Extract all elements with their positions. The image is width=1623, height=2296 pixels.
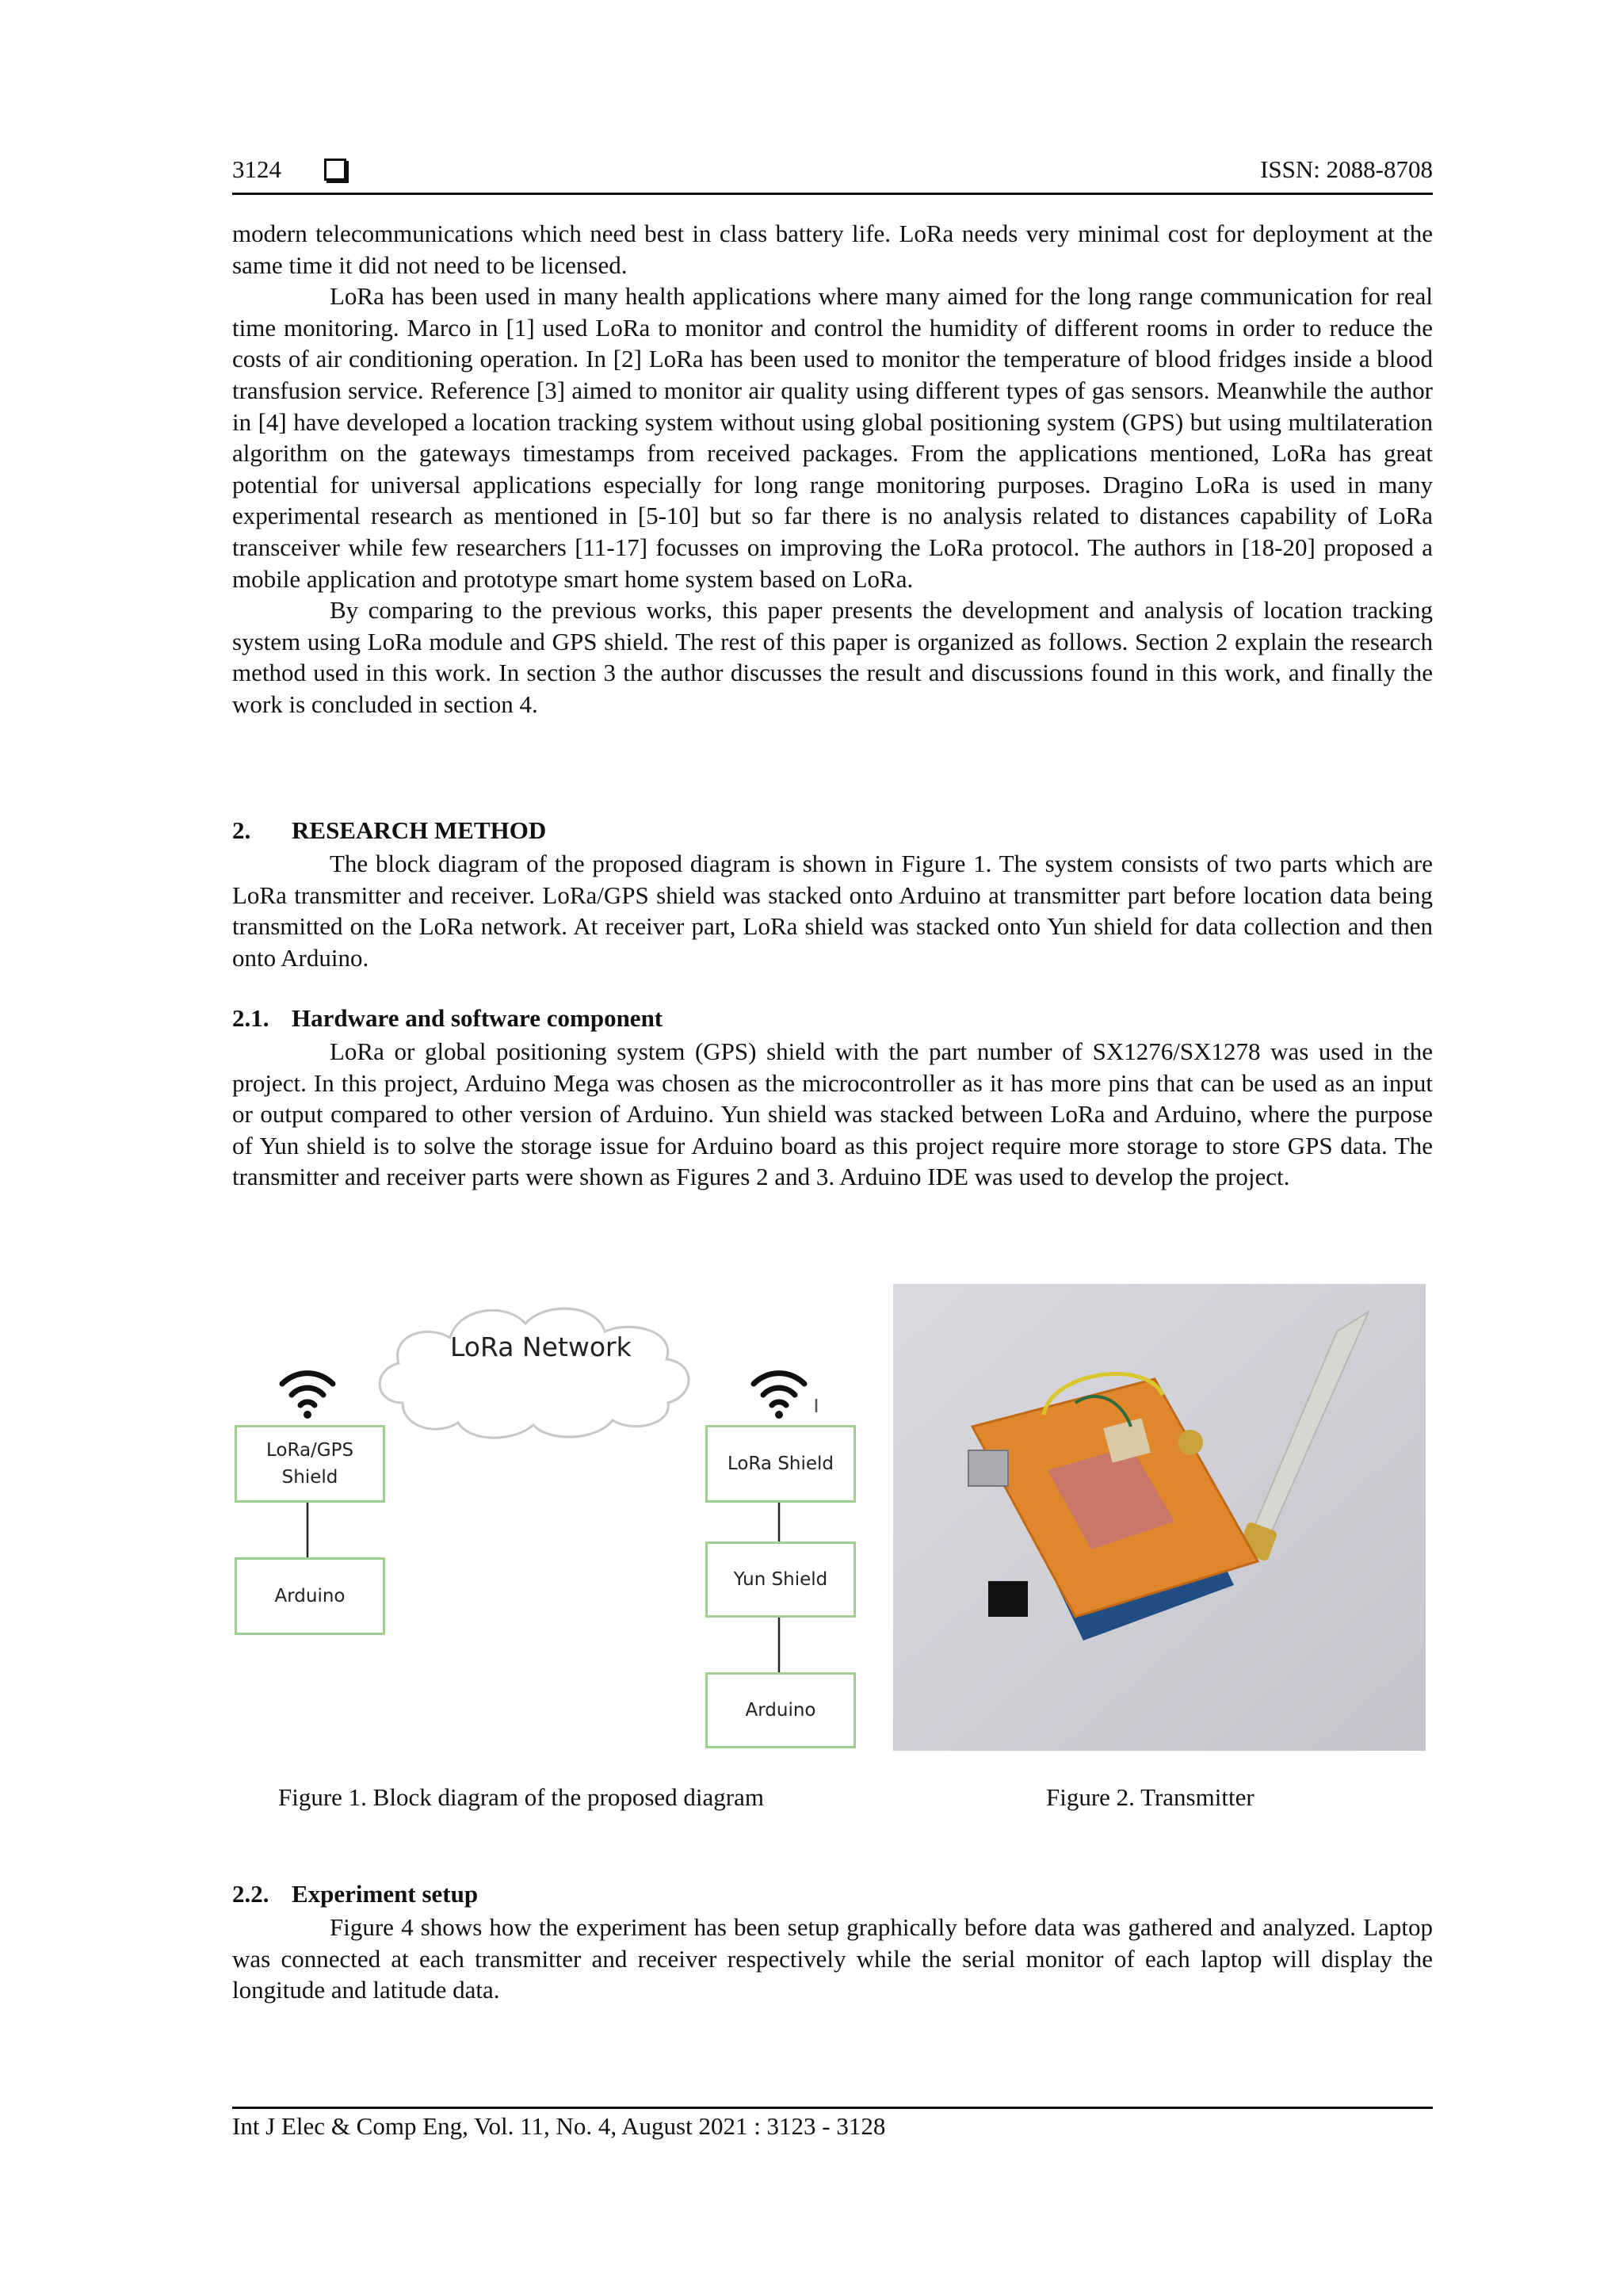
box-label: Arduino <box>745 1700 816 1721</box>
tx-lora-gps-shield-box <box>235 1425 385 1503</box>
footer-rule <box>232 2107 1433 2109</box>
transmitter-illustration <box>893 1284 1426 1751</box>
paragraph: modern telecommunications which need best in class battery life. LoRa needs very minimal cost for deployment at the same time it did not need to be licensed. <box>232 220 1433 279</box>
tx-arduino-box <box>235 1557 385 1635</box>
box-label: Arduino <box>274 1586 346 1606</box>
section-2-1-heading <box>232 1004 663 1033</box>
paragraph: By comparing to the previous works, this paper presents the development and analysis of location tracking system using LoRa module and GPS shield. The rest of this paper is organized as follows. Section 2 explain the research method used in this work. In section 3 the author discusses the result and discussions found in this work, and finally the work is concluded in section 4. <box>232 596 1433 718</box>
section-number: 2.1. <box>232 1004 269 1032</box>
issn: ISSN: 2088-8708 <box>1260 155 1433 183</box>
section-title: Hardware and software component <box>292 1004 663 1032</box>
section-2-heading <box>232 816 546 845</box>
page-number: 3124 <box>232 155 281 183</box>
section-2-text <box>232 848 1433 973</box>
paragraph: LoRa has been used in many health applications where many aimed for the long range communication for real time monitoring. Marco in [1] used LoRa to monitor and control the humidity of different rooms in order to reduce the costs of air conditioning operation. In [2] LoRa has been used to monitor the temperature of blood fridges inside a blood transfusion service. Reference [3] aimed to monitor air quality using different types of gas sensors. Meanwhile the author in [4] have developed a location tracking system without using global positioning system (GPS) but using multilateration algorithm on the gateways timestamps from received packages. From the applications mentioned, LoRa has great potential for universal applications especially for long range monitoring purposes. Dragino LoRa is used in many experimental research as mentioned in [5-10] but so far there is no analysis related to distances capability of LoRa transceiver while few researchers [11-17] focusses on improving the LoRa protocol. The authors in [18-20] proposed a mobile application and prototype smart home system based on LoRa. <box>232 282 1433 593</box>
paragraph: LoRa or global positioning system (GPS) shield with the part number of SX1276/SX1278 was used in the project. In this project, Arduino Mega was chosen as the microcontroller as it has more pins that can be used as an input or output compared to other version of Arduino. Yun shield was stacked between LoRa and Arduino, where the purpose of Yun shield is to solve the storage issue for Arduino board as this project require more storage to store GPS data. The transmitter and receiver parts were shown as Figures 2 and 3. Arduino IDE was used to develop the project. <box>232 1037 1433 1191</box>
rx-arduino-box <box>705 1672 856 1748</box>
box-label: LoRa Shield <box>727 1454 834 1474</box>
page-header <box>232 155 1433 187</box>
section-title: RESEARCH METHOD <box>292 816 547 844</box>
rx-lora-shield-box <box>705 1425 856 1503</box>
box-label: Yun Shield <box>733 1569 828 1590</box>
transmitter-photo <box>893 1284 1426 1751</box>
cloud-label: LoRa Network <box>450 1331 632 1362</box>
box-label: LoRa/GPS Shield <box>266 1440 354 1488</box>
section-2-1-text <box>232 1036 1433 1193</box>
footer-citation: Int J Elec & Comp Eng, Vol. 11, No. 4, August 2021 : 3123 - 3128 <box>232 2112 886 2140</box>
section-2-2-heading <box>232 1880 478 1908</box>
checkbox-square-icon <box>324 159 346 181</box>
section-2-2-text <box>232 1912 1433 2006</box>
paragraph: The block diagram of the proposed diagram is shown in Figure 1. The system consists of two parts which are LoRa transmitter and receiver. LoRa/GPS shield was stacked onto Arduino at transmitter part before location data being transmitted on the LoRa network. At receiver part, LoRa shield was stacked onto Yun shield for data collection and then onto Arduino. <box>232 850 1433 972</box>
rx-yun-shield-box <box>705 1541 856 1618</box>
section-number: 2.2. <box>232 1880 269 1908</box>
section-title: Experiment setup <box>292 1880 479 1908</box>
figure-1-caption: Figure 1. Block diagram of the proposed diagram <box>278 1783 764 1811</box>
section-number: 2. <box>232 816 251 844</box>
block-diagram-figure <box>232 1284 866 1759</box>
cloud-shape <box>380 1308 689 1438</box>
paragraph: Figure 4 shows how the experiment has been setup graphically before data was gathered and analyzed. Laptop was connected at each transmitter and receiver respectively while the serial monitor of each laptop will display the longitude and latitude data. <box>232 1913 1433 2004</box>
wifi-icon <box>282 1373 333 1419</box>
header-rule <box>232 193 1433 195</box>
figure-2-caption: Figure 2. Transmitter <box>1046 1783 1254 1811</box>
intro-text <box>232 218 1433 720</box>
wifi-icon <box>754 1373 804 1419</box>
